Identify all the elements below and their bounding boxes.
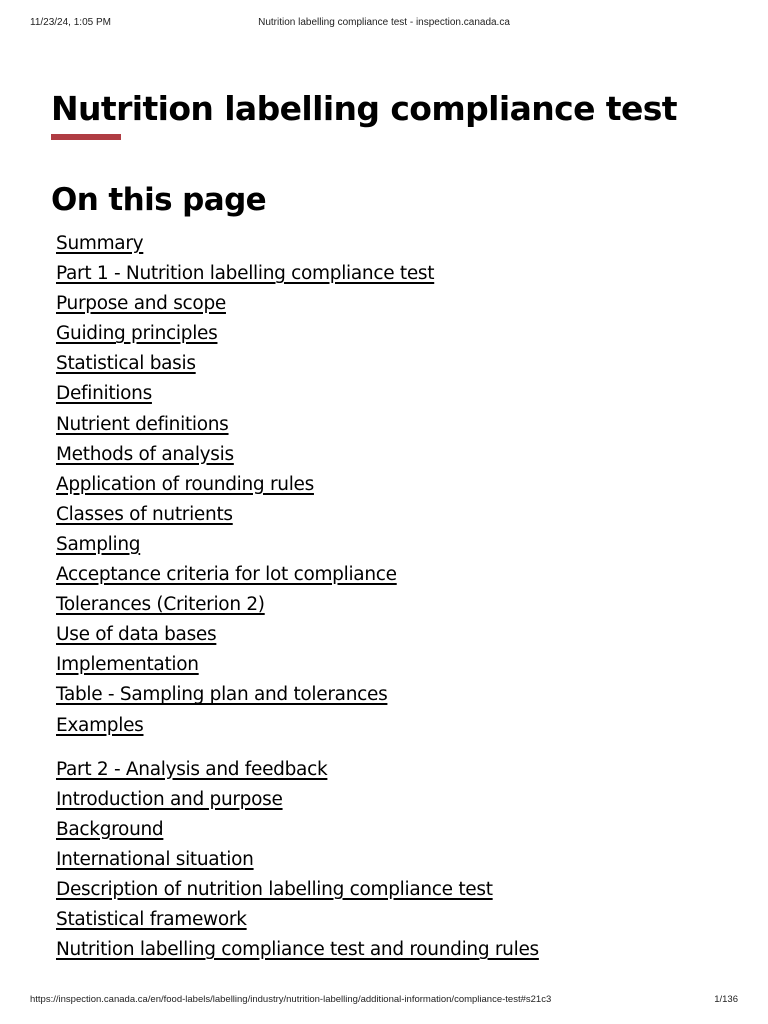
- toc-link-part-1[interactable]: Part 1 - Nutrition labelling compliance test: [56, 263, 435, 285]
- toc-item: [56, 621, 539, 651]
- toc-link-examples[interactable]: Examples: [56, 714, 144, 736]
- toc-item: [56, 906, 539, 936]
- toc-link-description-of-test[interactable]: Description of nutrition labelling compliance test: [56, 878, 493, 900]
- toc-item: [56, 380, 539, 410]
- toc-link-use-of-data-bases[interactable]: Use of data bases: [56, 624, 217, 646]
- toc-link-guiding-principles[interactable]: Guiding principles: [56, 323, 218, 345]
- toc-link-classes-of-nutrients[interactable]: Classes of nutrients: [56, 503, 233, 525]
- print-header: [0, 17, 768, 31]
- toc-item: [56, 320, 539, 350]
- toc-link-rounding-rules[interactable]: Application of rounding rules: [56, 473, 314, 495]
- toc-link-definitions[interactable]: Definitions: [56, 383, 152, 405]
- toc-item: [56, 471, 539, 501]
- toc-link-test-and-rounding-rules[interactable]: Nutrition labelling compliance test and rounding rules: [56, 939, 539, 961]
- table-of-contents: [56, 230, 539, 966]
- toc-item: [56, 786, 539, 816]
- toc-link-methods-of-analysis[interactable]: Methods of analysis: [56, 443, 234, 465]
- toc-link-acceptance-criteria[interactable]: Acceptance criteria for lot compliance: [56, 564, 397, 586]
- toc-item: [56, 756, 539, 786]
- toc-link-summary[interactable]: Summary: [56, 233, 144, 254]
- toc-link-sampling-plan-table[interactable]: Table - Sampling plan and tolerances: [56, 684, 388, 706]
- title-accent-bar: [51, 134, 121, 140]
- toc-item: [56, 441, 539, 471]
- toc-item: [56, 816, 539, 846]
- toc-link-tolerances[interactable]: Tolerances (Criterion 2): [56, 594, 265, 616]
- toc-item: [56, 712, 539, 742]
- toc-item: [56, 230, 539, 260]
- toc-item: [56, 350, 539, 380]
- page-title: Nutrition labelling compliance test: [51, 89, 677, 128]
- print-footer: [0, 994, 768, 1008]
- print-url: https://inspection.canada.ca/en/food-labels/labelling/industry/nutrition-labelling/additional-information/compliance-test#s21c3: [30, 994, 552, 1005]
- toc-link-statistical-basis[interactable]: Statistical basis: [56, 353, 196, 375]
- toc-link-part-2[interactable]: Part 2 - Analysis and feedback: [56, 758, 328, 780]
- toc-link-sampling[interactable]: Sampling: [56, 533, 141, 555]
- toc-link-nutrient-definitions[interactable]: Nutrient definitions: [56, 413, 229, 435]
- toc-item: [56, 411, 539, 441]
- toc-link-background[interactable]: Background: [56, 818, 164, 840]
- toc-item: [56, 876, 539, 906]
- toc-item: [56, 651, 539, 681]
- toc-item: [56, 531, 539, 561]
- toc-item: [56, 591, 539, 621]
- on-this-page-heading: On this page: [51, 182, 267, 218]
- print-document-title: Nutrition labelling compliance test - inspection.canada.ca: [258, 17, 510, 28]
- toc-item: [56, 846, 539, 876]
- toc-item: [56, 290, 539, 320]
- toc-item: [56, 501, 539, 531]
- toc-item: [56, 561, 539, 591]
- print-page-number: 1/136: [714, 994, 738, 1005]
- toc-item: [56, 936, 539, 966]
- toc-item: [56, 681, 539, 711]
- toc-link-statistical-framework[interactable]: Statistical framework: [56, 909, 247, 931]
- toc-item: [56, 260, 539, 290]
- toc-link-purpose-and-scope[interactable]: Purpose and scope: [56, 293, 226, 315]
- print-datetime: 11/23/24, 1:05 PM: [30, 17, 111, 28]
- toc-link-implementation[interactable]: Implementation: [56, 654, 199, 676]
- toc-link-introduction-and-purpose[interactable]: Introduction and purpose: [56, 788, 283, 810]
- toc-link-international-situation[interactable]: International situation: [56, 848, 254, 870]
